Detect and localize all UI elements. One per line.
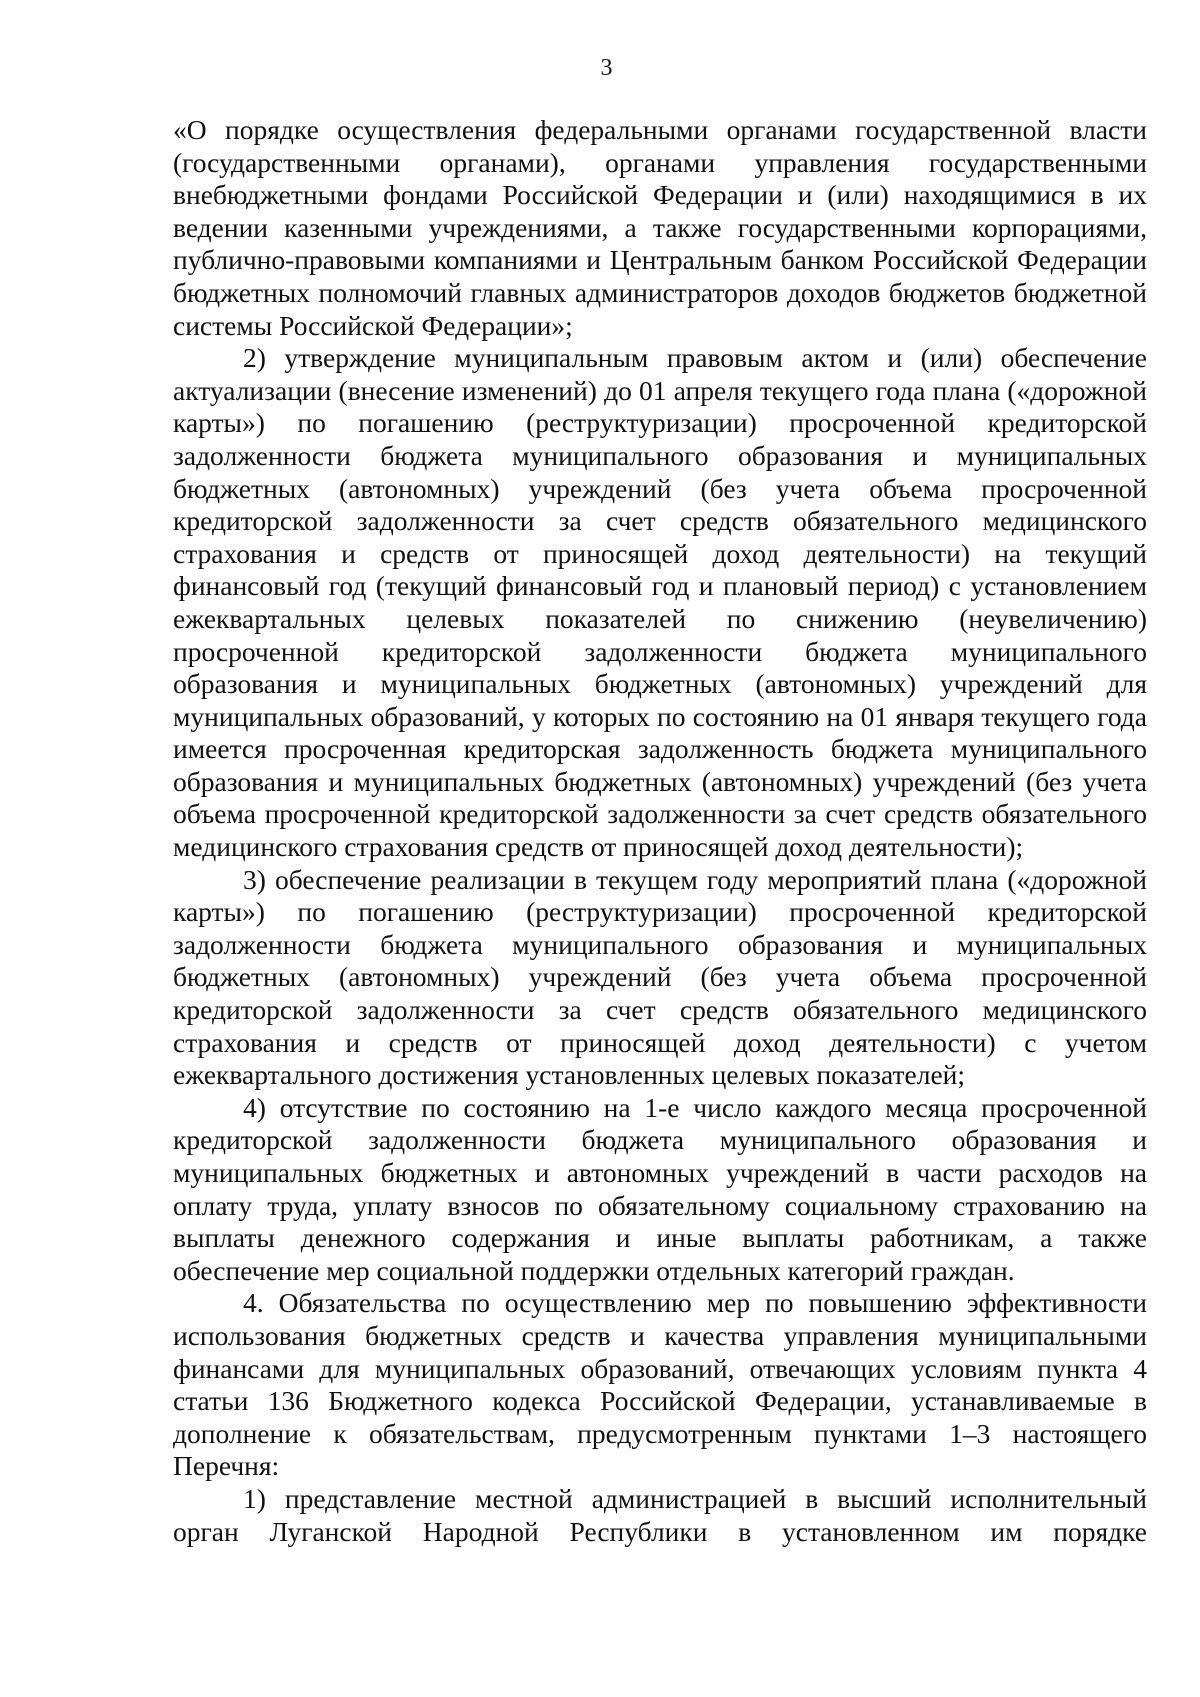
paragraph-law-reference: «О порядке осуществления федеральными органами государственной власти (государственными органами), органами управления государственными внебюджетными фондами Российской Федерации и (или) находящимися в их ведении казенными учреждениями, а также государственными корпорациями, публично-правовыми компаниями и Центральным банком Российской Федерации бюджетных полномочий главных администраторов доходов бюджетов бюджетной системы Российской Федерации»; (173, 114, 1147, 341)
paragraph-item-4: 4) отсутствие по состоянию на 1-е число каждого месяца просроченной кредиторской задолженности бюджета муниципального образования и муниципальных бюджетных и автономных учреждений в части расходов на оплату труда, уплату взносов по обязательному социальному страхованию на выплаты денежного содержания и иные выплаты работникам, а также обеспечение мер социальной поддержки отдельных категорий граждан. (173, 1091, 1147, 1286)
paragraph-section-4-item-1: 1) представление местной администрацией в высший исполнительный орган Луганской Народной Республики в установленном им порядке (173, 1482, 1147, 1547)
document-body (173, 114, 1147, 1548)
paragraph-section-4: 4. Обязательства по осуществлению мер по повышению эффективности использования бюджетных средств и качества управления муниципальными финансами для муниципальных образований, отвечающих условиям пункта 4 статьи 136 Бюджетного кодекса Российской Федерации, устанавливаемые в дополнение к обязательствам, предусмотренным пунктами 1–3 настоящего Перечня: (173, 1287, 1147, 1482)
paragraph-item-3: 3) обеспечение реализации в текущем году мероприятий плана («дорожной карты») по погашению (реструктуризации) просроченной кредиторской задолженности бюджета муниципального образования и муниципальных бюджетных (автономных) учреждений (без учета объема просроченной кредиторской задолженности за счет средств обязательного медицинского страхования и средств от приносящей доход деятельности) с учетом ежеквартального достижения установленных целевых показателей; (173, 863, 1147, 1091)
paragraph-item-2: 2) утверждение муниципальным правовым актом и (или) обеспечение актуализации (внесение изменений) до 01 апреля текущего года плана («дорожной карты») по погашению (реструктуризации) просроченной кредиторской задолженности бюджета муниципального образования и муниципальных бюджетных (автономных) учреждений (без учета объема просроченной кредиторской задолженности за счет средств обязательного медицинского страхования и средств от приносящей доход деятельности) на текущий финансовый год (текущий финансовый год и плановый период) с установлением ежеквартальных целевых показателей по снижению (неувеличению) просроченной кредиторской задолженности бюджета муниципального образования и муниципальных бюджетных (автономных) учреждений для муниципальных образований, у которых по состоянию на 01 января текущего года имеется просроченная кредиторская задолженность бюджета муниципального образования и муниципальных бюджетных (автономных) учреждений (без учета объема просроченной кредиторской задолженности за счет средств обязательного медицинского страхования средств от приносящей доход деятельности); (173, 342, 1147, 863)
page-number: 3 (600, 55, 613, 81)
